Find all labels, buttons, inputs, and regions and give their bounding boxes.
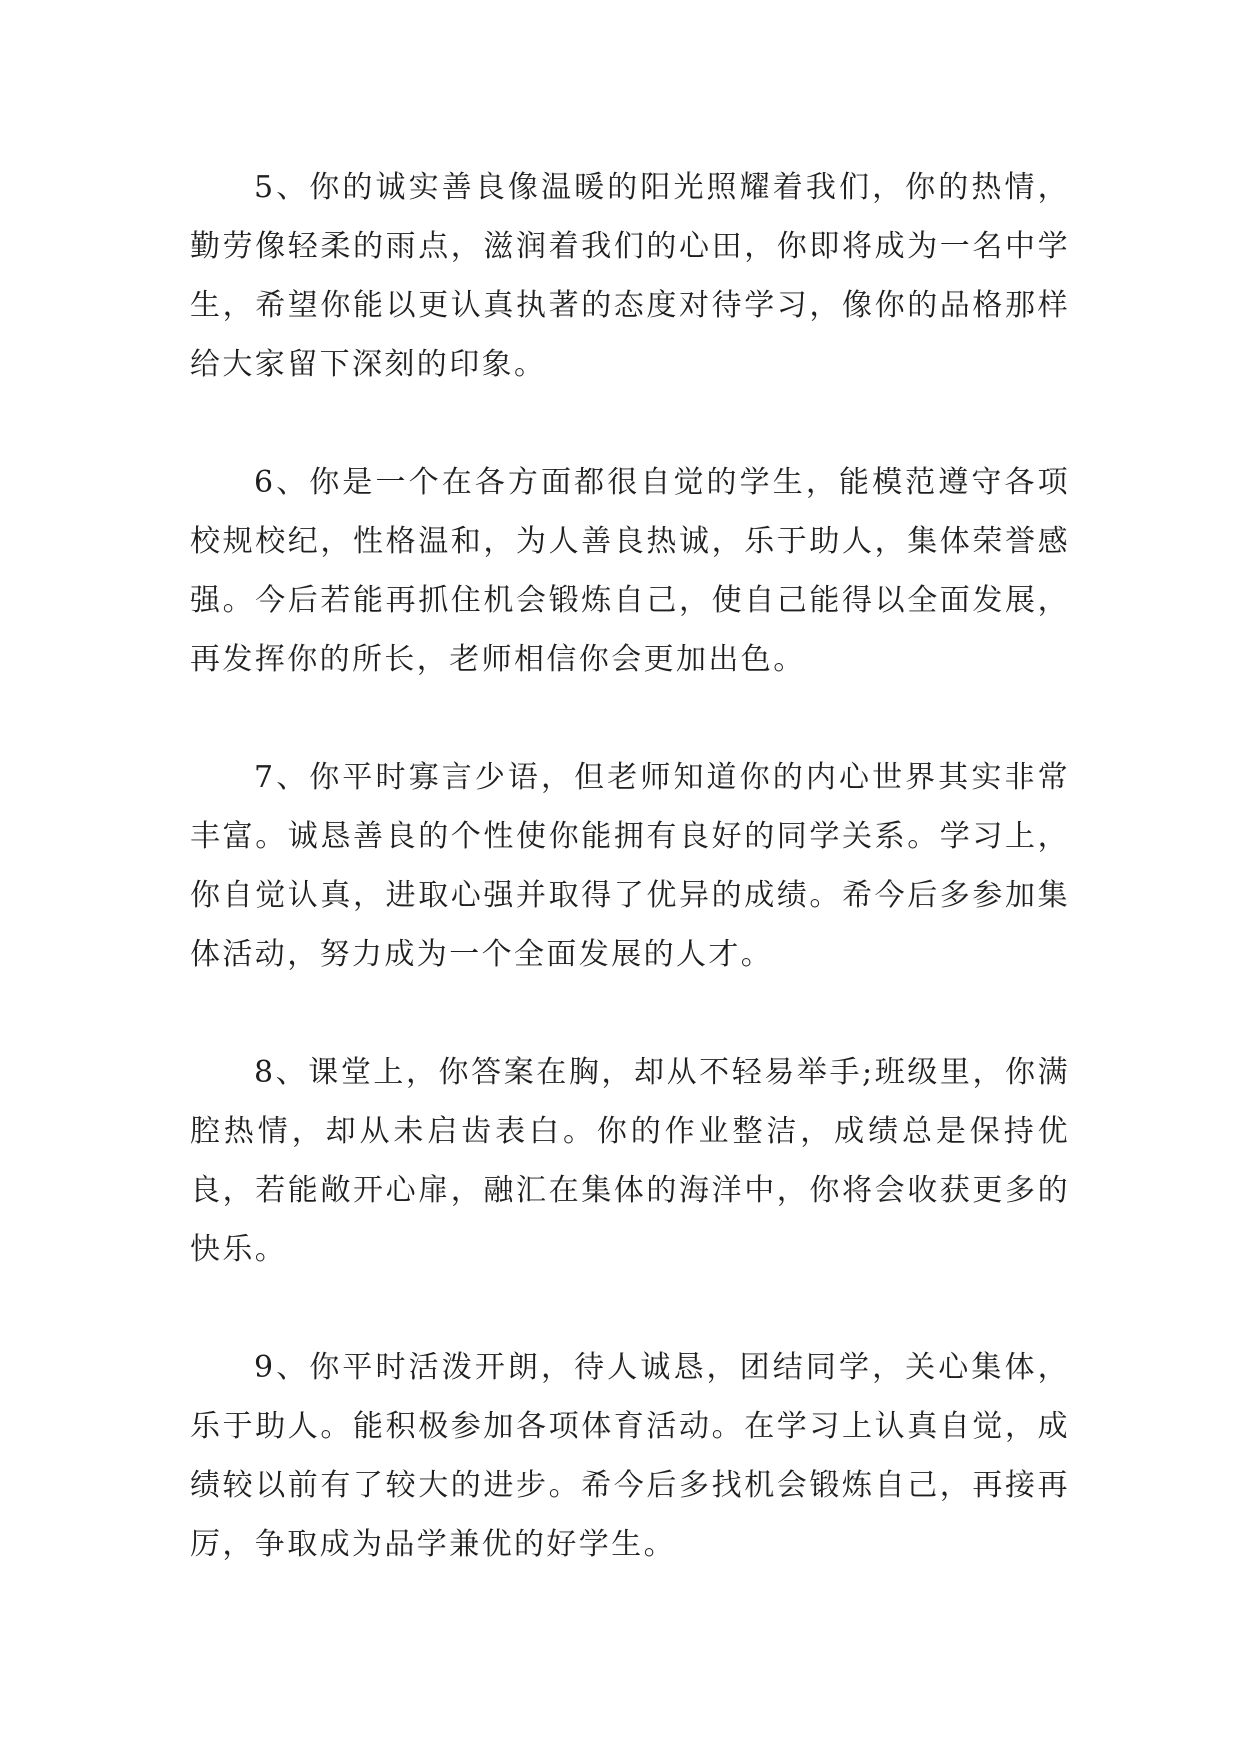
comment-paragraph-5: 5、你的诚实善良像温暖的阳光照耀着我们，你的热情，勤劳像轻柔的雨点，滋润着我们的心田，你即将成为一名中学生，希望你能以更认真执著的态度对待学习，像你的品格那样给大家留下深刻的印象。 bbox=[190, 170, 1070, 382]
comment-paragraph-8: 8、课堂上，你答案在胸，却从不轻易举手;班级里，你满腔热情，却从未启齿表白。你的作业整洁，成绩总是保持优良，若能敞开心扉，融汇在集体的海洋中，你将会收获更多的快乐。 bbox=[190, 1055, 1070, 1267]
comment-paragraph-9: 9、你平时活泼开朗，待人诚恳，团结同学，关心集体，乐于助人。能积极参加各项体育活动。在学习上认真自觉，成绩较以前有了较大的进步。希今后多找机会锻炼自己，再接再厉，争取成为品学兼优的好学生。 bbox=[190, 1350, 1070, 1562]
document-body bbox=[190, 158, 1070, 1574]
comment-paragraph-6: 6、你是一个在各方面都很自觉的学生，能模范遵守各项校规校纪，性格温和，为人善良热诚，乐于助人，集体荣誉感强。今后若能再抓住机会锻炼自己，使自己能得以全面发展，再发挥你的所长，老师相信你会更加出色。 bbox=[190, 465, 1070, 677]
comment-paragraph-7: 7、你平时寡言少语，但老师知道你的内心世界其实非常丰富。诚恳善良的个性使你能拥有良好的同学关系。学习上，你自觉认真，进取心强并取得了优异的成绩。希今后多参加集体活动，努力成为一个全面发展的人才。 bbox=[190, 760, 1070, 972]
